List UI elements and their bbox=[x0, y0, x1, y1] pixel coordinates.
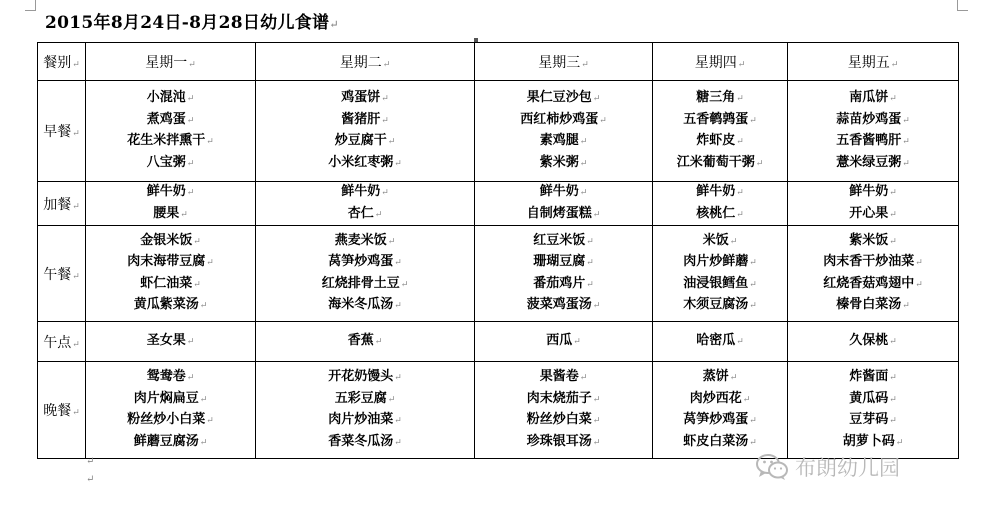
dish-name: 酱猪肝 bbox=[341, 111, 381, 127]
menu-cell bbox=[788, 182, 959, 226]
dish-name: 番茄鸡片 bbox=[533, 275, 586, 291]
dish-line: 肉片炒鲜蘑↵ bbox=[683, 254, 757, 269]
dish-line: 黄瓜码↵ bbox=[849, 390, 897, 406]
dish-line: 久保桃↵ bbox=[849, 332, 897, 348]
dish-name: 杏仁 bbox=[347, 205, 374, 221]
dish-line: 哈密瓜↵ bbox=[696, 332, 744, 348]
dish-name: 紫米粥 bbox=[539, 154, 579, 170]
dish-line: 素鸡腿↵ bbox=[539, 133, 588, 148]
menu-cell bbox=[86, 322, 256, 362]
dish-name: 粉丝炒白菜 bbox=[526, 412, 592, 427]
dish-line: 珍珠银耳汤↵ bbox=[526, 433, 601, 449]
dish-name: 圣女果 bbox=[146, 332, 186, 348]
dish-line: 五香鹌鹑蛋↵ bbox=[683, 111, 757, 127]
dish-line: 肉末海带豆腐↵ bbox=[127, 254, 214, 269]
dish-name: 西红柿炒鸡蛋 bbox=[520, 111, 599, 127]
dish-name: 木须豆腐汤 bbox=[683, 297, 749, 312]
dish-name: 肉片炒鲜蘑 bbox=[683, 254, 749, 269]
menu-cell bbox=[475, 226, 653, 322]
dish-name: 五香鹌鹑蛋 bbox=[683, 111, 749, 127]
dish-line: 紫米饭↵ bbox=[849, 232, 897, 248]
dish-name: 果仁豆沙包 bbox=[526, 90, 592, 105]
dish-name: 炸酱面 bbox=[849, 369, 889, 384]
dish-line: 金银米饭↵ bbox=[140, 232, 201, 248]
dish-line: 五香酱鸭肝↵ bbox=[836, 133, 910, 148]
dish-name: 香菜冬瓜汤 bbox=[328, 433, 394, 449]
dish-line: 肉炒西花↵ bbox=[689, 390, 751, 406]
dish-name: 素鸡腿 bbox=[539, 133, 579, 148]
dish-line: 糖三角↵ bbox=[696, 90, 744, 105]
menu-cell bbox=[653, 322, 788, 362]
dish-line: 红烧排骨土豆↵ bbox=[321, 275, 409, 291]
dish-line: 胡萝卜码↵ bbox=[842, 433, 904, 449]
dish-name: 粉丝炒小白菜 bbox=[127, 412, 206, 427]
dish-line: 炒豆腐干↵ bbox=[334, 133, 396, 148]
meal-category-cell: 晚餐↵ bbox=[38, 362, 86, 459]
dish-line: 虾皮白菜汤↵ bbox=[683, 433, 757, 449]
dish-name: 紫米饭 bbox=[849, 232, 889, 248]
menu-cell bbox=[86, 81, 256, 182]
dish-name: 燕麦米饭 bbox=[334, 232, 387, 248]
header-corner-cell: 餐别↵ bbox=[38, 43, 86, 81]
dish-name: 黄瓜码 bbox=[849, 390, 889, 406]
dish-name: 珍珠银耳汤 bbox=[526, 433, 592, 449]
dish-line: 燕麦米饭↵ bbox=[334, 232, 396, 248]
menu-table bbox=[37, 42, 959, 459]
dish-line: 西瓜↵ bbox=[546, 332, 581, 348]
menu-cell bbox=[475, 81, 653, 182]
menu-cell bbox=[256, 81, 475, 182]
dish-name: 香蕉 bbox=[347, 332, 374, 348]
menu-cell bbox=[86, 226, 256, 322]
menu-cell bbox=[788, 322, 959, 362]
dish-line: 番茄鸡片↵ bbox=[533, 275, 594, 291]
meal-category-cell: 早餐↵ bbox=[38, 81, 86, 182]
dish-line: 油浸银鳕鱼↵ bbox=[683, 275, 757, 291]
dish-line: 鸳鸯卷↵ bbox=[146, 369, 195, 384]
dish-line: 薏米绿豆粥↵ bbox=[836, 154, 910, 170]
dish-line: 酱猪肝↵ bbox=[341, 111, 389, 127]
dish-line: 蒜苗炒鸡蛋↵ bbox=[836, 111, 910, 127]
dish-line: 香蕉↵ bbox=[347, 332, 383, 348]
meal-row bbox=[38, 182, 959, 226]
dish-line: 花生米拌熏干↵ bbox=[127, 133, 214, 148]
dish-line: 腰果↵ bbox=[153, 205, 188, 221]
dish-name: 红烧排骨土豆 bbox=[321, 275, 400, 291]
menu-cell bbox=[475, 322, 653, 362]
meal-row bbox=[38, 81, 959, 182]
dish-name: 鸳鸯卷 bbox=[146, 369, 186, 384]
menu-cell bbox=[788, 81, 959, 182]
dish-name: 豆芽码 bbox=[849, 412, 889, 427]
meal-row bbox=[38, 226, 959, 322]
dish-name: 江米葡萄干粥 bbox=[676, 154, 755, 170]
dish-name: 炸虾皮 bbox=[696, 133, 736, 148]
dish-line: 圣女果↵ bbox=[146, 332, 195, 348]
menu-cell bbox=[86, 182, 256, 226]
dish-line: 自制烤蛋糕↵ bbox=[526, 205, 601, 221]
dish-line: 煮鸡蛋↵ bbox=[146, 111, 195, 127]
dish-line: 粉丝炒白菜↵ bbox=[526, 412, 601, 427]
dish-line: 炸虾皮↵ bbox=[696, 133, 744, 148]
dish-line: 米饭↵ bbox=[702, 232, 738, 248]
meal-category-cell: 加餐↵ bbox=[38, 182, 86, 226]
dish-line: 紫米粥↵ bbox=[539, 154, 588, 170]
dish-line: 八宝粥↵ bbox=[146, 154, 195, 170]
dish-name: 鲜牛奶 bbox=[341, 184, 381, 199]
dish-name: 油浸银鳕鱼 bbox=[683, 275, 749, 291]
dish-line: 莴笋炒鸡蛋↵ bbox=[328, 254, 402, 269]
dish-name: 煮鸡蛋 bbox=[146, 111, 186, 127]
dish-line: 鲜牛奶↵ bbox=[539, 184, 588, 199]
menu-cell bbox=[653, 182, 788, 226]
menu-cell bbox=[86, 362, 256, 459]
dish-line: 核桃仁↵ bbox=[696, 205, 744, 221]
dish-line: 香菜冬瓜汤↵ bbox=[328, 433, 402, 449]
dish-line: 鲜牛奶↵ bbox=[146, 184, 195, 199]
dish-name: 虾皮白菜汤 bbox=[683, 433, 749, 449]
dish-name: 开花奶馒头 bbox=[328, 369, 394, 384]
dish-name: 蒜苗炒鸡蛋 bbox=[836, 111, 902, 127]
dish-line: 肉片焖扁豆↵ bbox=[133, 390, 208, 406]
dish-name: 鲜牛奶 bbox=[539, 184, 579, 199]
dish-line: 杏仁↵ bbox=[347, 205, 383, 221]
dish-line: 粉丝炒小白菜↵ bbox=[127, 412, 214, 427]
menu-cell bbox=[256, 322, 475, 362]
dish-name: 八宝粥 bbox=[146, 154, 186, 170]
dish-name: 开心果 bbox=[849, 205, 889, 221]
dish-name: 五彩豆腐 bbox=[334, 390, 387, 406]
watermark-text: 布朗幼儿园 bbox=[795, 456, 900, 480]
dish-line: 红烧香菇鸡翅中↵ bbox=[823, 275, 923, 291]
dish-line: 西红柿炒鸡蛋↵ bbox=[520, 111, 607, 127]
dish-name: 炒豆腐干 bbox=[334, 133, 387, 148]
dish-line: 开花奶馒头↵ bbox=[328, 369, 402, 384]
dish-line: 虾仁油菜↵ bbox=[140, 275, 201, 291]
dish-line: 果酱卷↵ bbox=[539, 369, 588, 384]
menu-cell bbox=[788, 226, 959, 322]
dish-line: 蒸饼↵ bbox=[702, 369, 738, 384]
dish-line: 红豆米饭↵ bbox=[533, 232, 594, 248]
menu-cell bbox=[653, 226, 788, 322]
dish-line: 开心果↵ bbox=[849, 205, 897, 221]
dish-name: 肉炒西花 bbox=[689, 390, 742, 406]
dish-line: 鲜牛奶↵ bbox=[341, 184, 389, 199]
day-header-cell: 星期四↵ bbox=[653, 43, 788, 81]
meal-row bbox=[38, 322, 959, 362]
dish-name: 小混沌 bbox=[146, 90, 186, 105]
dish-name: 果酱卷 bbox=[539, 369, 579, 384]
dish-name: 肉末烧茄子 bbox=[526, 390, 592, 406]
dish-name: 红烧香菇鸡翅中 bbox=[823, 275, 915, 291]
dish-line: 肉末烧茄子↵ bbox=[526, 390, 601, 406]
dish-line: 鲜牛奶↵ bbox=[696, 184, 744, 199]
menu-cell bbox=[653, 81, 788, 182]
dish-name: 鲜牛奶 bbox=[696, 184, 736, 199]
meal-row bbox=[38, 362, 959, 459]
meal-category-cell: 午餐↵ bbox=[38, 226, 86, 322]
empty-paragraph-mark: ↵ bbox=[86, 456, 95, 467]
dish-line: 肉末香干炒油菜↵ bbox=[823, 254, 923, 269]
dish-name: 米饭 bbox=[702, 232, 729, 248]
menu-cell bbox=[475, 362, 653, 459]
dish-name: 花生米拌熏干 bbox=[127, 133, 206, 148]
dish-name: 黄瓜紫菜汤 bbox=[133, 297, 199, 312]
dish-name: 鸡蛋饼 bbox=[341, 90, 381, 105]
menu-cell bbox=[788, 362, 959, 459]
day-header-cell: 星期三↵ bbox=[475, 43, 653, 81]
dish-line: 鲜牛奶↵ bbox=[849, 184, 897, 199]
dish-line: 肉片炒油菜↵ bbox=[328, 412, 402, 427]
dish-line: 木须豆腐汤↵ bbox=[683, 297, 757, 312]
empty-paragraph-mark: ↵ bbox=[86, 474, 95, 485]
day-header-cell: 星期二↵ bbox=[256, 43, 475, 81]
dish-name: 鲜牛奶 bbox=[146, 184, 186, 199]
dish-name: 腰果 bbox=[153, 205, 180, 221]
dish-name: 核桃仁 bbox=[696, 205, 736, 221]
dish-name: 肉片炒油菜 bbox=[328, 412, 394, 427]
dish-name: 莴笋炒鸡蛋 bbox=[328, 254, 394, 269]
dish-line: 南瓜饼↵ bbox=[849, 90, 897, 105]
dish-name: 蒸饼 bbox=[702, 369, 729, 384]
dish-name: 金银米饭 bbox=[140, 232, 193, 248]
dish-line: 果仁豆沙包↵ bbox=[526, 90, 601, 105]
dish-name: 肉片焖扁豆 bbox=[133, 390, 199, 406]
dish-name: 肉末海带豆腐 bbox=[127, 254, 206, 269]
menu-cell bbox=[475, 182, 653, 226]
watermark bbox=[755, 452, 900, 482]
dish-line: 莴笋炒鸡蛋↵ bbox=[683, 412, 757, 427]
header-row bbox=[38, 43, 959, 81]
dish-line: 鲜蘑豆腐汤↵ bbox=[133, 433, 208, 449]
dish-name: 莴笋炒鸡蛋 bbox=[683, 412, 749, 427]
menu-cell bbox=[256, 362, 475, 459]
dish-line: 豆芽码↵ bbox=[849, 412, 897, 427]
dish-name: 榛骨白菜汤 bbox=[836, 297, 902, 312]
dish-name: 菠菜鸡蛋汤 bbox=[526, 297, 592, 312]
dish-name: 肉末香干炒油菜 bbox=[823, 254, 915, 269]
dish-name: 珊瑚豆腐 bbox=[533, 254, 586, 269]
page-corner-mark-right bbox=[957, 0, 968, 11]
dish-line: 菠菜鸡蛋汤↵ bbox=[526, 297, 601, 312]
menu-cell bbox=[653, 362, 788, 459]
wechat-icon bbox=[755, 452, 789, 482]
dish-name: 自制烤蛋糕 bbox=[526, 205, 592, 221]
day-header-cell: 星期一↵ bbox=[86, 43, 256, 81]
dish-name: 胡萝卜码 bbox=[842, 433, 895, 449]
menu-cell bbox=[256, 226, 475, 322]
dish-line: 海米冬瓜汤↵ bbox=[328, 297, 402, 312]
dish-name: 红豆米饭 bbox=[533, 232, 586, 248]
dish-name: 西瓜 bbox=[546, 332, 573, 348]
dish-line: 小米红枣粥↵ bbox=[328, 154, 402, 170]
day-header-cell: 星期五↵ bbox=[788, 43, 959, 81]
dish-name: 哈密瓜 bbox=[696, 332, 736, 348]
dish-name: 久保桃 bbox=[849, 332, 889, 348]
dish-line: 黄瓜紫菜汤↵ bbox=[133, 297, 208, 312]
dish-name: 虾仁油菜 bbox=[140, 275, 193, 291]
dish-line: 小混沌↵ bbox=[146, 90, 195, 105]
page-title: 2015年8月24日-8月28日幼儿食谱↵ bbox=[45, 13, 339, 33]
dish-name: 鲜蘑豆腐汤 bbox=[133, 433, 199, 449]
dish-name: 鲜牛奶 bbox=[849, 184, 889, 199]
dish-name: 薏米绿豆粥 bbox=[836, 154, 902, 170]
dish-name: 小米红枣粥 bbox=[328, 154, 394, 170]
dish-line: 鸡蛋饼↵ bbox=[341, 90, 389, 105]
dish-name: 南瓜饼 bbox=[849, 90, 889, 105]
meal-category-cell: 午点↵ bbox=[38, 322, 86, 362]
dish-name: 海米冬瓜汤 bbox=[328, 297, 394, 312]
dish-line: 炸酱面↵ bbox=[849, 369, 897, 384]
dish-line: 榛骨白菜汤↵ bbox=[836, 297, 910, 312]
dish-line: 江米葡萄干粥↵ bbox=[676, 154, 764, 170]
dish-line: 五彩豆腐↵ bbox=[334, 390, 396, 406]
dish-name: 糖三角 bbox=[696, 90, 736, 105]
dish-line: 珊瑚豆腐↵ bbox=[533, 254, 594, 269]
menu-cell bbox=[256, 182, 475, 226]
dish-name: 五香酱鸭肝 bbox=[836, 133, 902, 148]
page-corner-mark-left bbox=[25, 0, 36, 11]
